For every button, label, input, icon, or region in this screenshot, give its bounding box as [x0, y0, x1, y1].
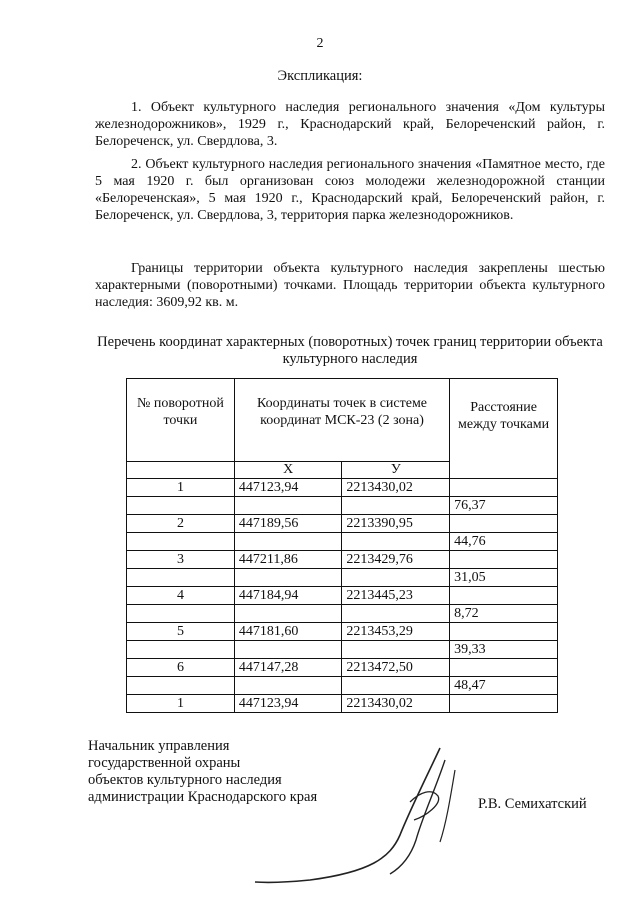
coord-x-cell: 447123,94	[234, 695, 342, 713]
blank-cell	[342, 677, 450, 695]
blank-cell	[234, 497, 342, 515]
distance-blank-cell	[450, 587, 558, 605]
table-caption: Перечень координат характерных (поворотных) точек границ территории объекта культурного наследия	[97, 334, 603, 367]
blank-cell	[342, 569, 450, 587]
point-number-cell: 3	[127, 551, 235, 569]
table-row	[127, 623, 558, 641]
coord-y-cell: 2213453,29	[342, 623, 450, 641]
distance-row	[127, 497, 558, 515]
document-heading: Экспликация:	[277, 68, 363, 84]
point-number-cell: 5	[127, 623, 235, 641]
coord-x-cell: 447181,60	[234, 623, 342, 641]
signer-line: государственной охраны	[88, 755, 241, 771]
distance-cell: 76,37	[450, 497, 558, 515]
paragraph-text: 2. Объект культурного наследия регионального значения «Памятное место, где 5 мая 1920 г. был организован союз молодежи железнодорожной станции «Белореченская», 5 мая 1920 г., Краснодарский край, Белореченский район, г. Белореченск, ул. Свердлова, 3, территория парка железнодорожников.	[95, 157, 605, 223]
blank-cell	[127, 533, 235, 551]
coord-y-cell: 2213445,23	[342, 587, 450, 605]
distance-cell: 8,72	[450, 605, 558, 623]
distance-row	[127, 533, 558, 551]
distance-blank-cell	[450, 515, 558, 533]
signer-line: Начальник управления	[88, 738, 230, 754]
distance-blank-cell	[450, 479, 558, 497]
table-row	[127, 479, 558, 497]
table-row	[127, 695, 558, 713]
blank-cell	[127, 641, 235, 659]
blank-cell	[342, 533, 450, 551]
distance-blank-cell	[450, 695, 558, 713]
blank-cell	[234, 569, 342, 587]
distance-blank-cell	[450, 659, 558, 677]
coordinates-table	[126, 378, 558, 713]
coord-y-cell: 2213430,02	[342, 695, 450, 713]
point-number-cell: 1	[127, 695, 235, 713]
blank-cell	[127, 497, 235, 515]
point-number-cell: 4	[127, 587, 235, 605]
header-blank	[127, 462, 235, 479]
header-distance: Расстояние между точками	[450, 379, 558, 479]
paragraph-object-2	[95, 156, 605, 224]
header-coordinates: Координаты точек в системе координат МСК-23 (2 зона)	[234, 379, 449, 462]
coord-x-cell: 447211,86	[234, 551, 342, 569]
coord-y-cell: 2213430,02	[342, 479, 450, 497]
distance-row	[127, 677, 558, 695]
table-row	[127, 515, 558, 533]
blank-cell	[127, 569, 235, 587]
blank-cell	[342, 641, 450, 659]
page-number: 2	[316, 36, 324, 51]
point-number-cell: 6	[127, 659, 235, 677]
coord-y-cell: 2213472,50	[342, 659, 450, 677]
distance-cell: 31,05	[450, 569, 558, 587]
header-x: X	[234, 462, 342, 479]
coord-x-cell: 447184,94	[234, 587, 342, 605]
header-y: У	[342, 462, 450, 479]
blank-cell	[342, 497, 450, 515]
blank-cell	[234, 533, 342, 551]
signer-line: объектов культурного наследия	[88, 772, 282, 788]
coord-y-cell: 2213429,76	[342, 551, 450, 569]
coord-y-cell: 2213390,95	[342, 515, 450, 533]
distance-row	[127, 605, 558, 623]
table-body	[127, 479, 558, 713]
blank-cell	[127, 677, 235, 695]
distance-cell: 44,76	[450, 533, 558, 551]
paragraph-text: 1. Объект культурного наследия регионального значения «Дом культуры железнодорожников», 1929 г., Краснодарский край, Белореченский район, г. Белореченск, ул. Свердлова, 3.	[95, 100, 605, 149]
coord-x-cell: 447123,94	[234, 479, 342, 497]
signer-line: администрации Краснодарского края	[88, 789, 318, 805]
handwritten-signature	[250, 740, 480, 890]
blank-cell	[127, 605, 235, 623]
coord-x-cell: 447147,28	[234, 659, 342, 677]
blank-cell	[234, 641, 342, 659]
distance-row	[127, 641, 558, 659]
paragraph-object-1	[95, 99, 605, 150]
distance-cell: 48,47	[450, 677, 558, 695]
coord-x-cell: 447189,56	[234, 515, 342, 533]
distance-row	[127, 569, 558, 587]
table-row	[127, 659, 558, 677]
table-row	[127, 551, 558, 569]
point-number-cell: 2	[127, 515, 235, 533]
blank-cell	[342, 605, 450, 623]
paragraph-boundaries	[95, 260, 605, 311]
table-row	[127, 587, 558, 605]
blank-cell	[234, 605, 342, 623]
header-point-number: № поворотной точки	[127, 379, 235, 462]
blank-cell	[234, 677, 342, 695]
distance-blank-cell	[450, 551, 558, 569]
signer-name: Р.В. Семихатский	[478, 796, 587, 812]
paragraph-text: Границы территории объекта культурного наследия закреплены шестью характерными (поворотными) точками. Площадь территории объекта культурного наследия: 3609,92 кв. м.	[95, 261, 605, 310]
point-number-cell: 1	[127, 479, 235, 497]
distance-cell: 39,33	[450, 641, 558, 659]
distance-blank-cell	[450, 623, 558, 641]
